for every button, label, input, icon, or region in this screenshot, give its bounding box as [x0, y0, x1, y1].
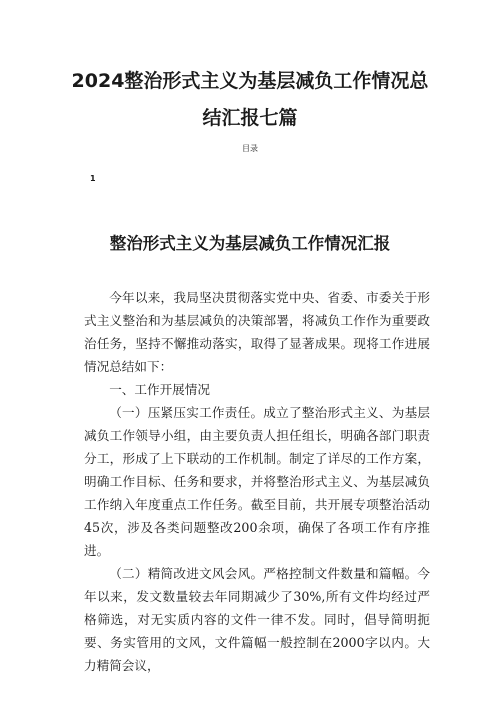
paragraph-intro: 今年以来，我局坚决贯彻落实党中央、省委、市委关于形式主义整治和为基层减负的决策部署，将减负工作作为重要政治任务，坚持不懈推动落实，取得了显著成果。现将工作进展情况总结如下：	[84, 290, 430, 374]
document-body	[84, 286, 430, 677]
section-title: 整治形式主义为基层减负工作情况汇报	[109, 234, 391, 253]
toc-entry-number: 1	[90, 174, 96, 183]
paragraph-responsibility: （一）压紧压实工作责任。成立了整治形式主义、为基层减负工作领导小组，由主要负责人担任组长，明确各部门职责分工，形成了上下联动的工作机制。制定了详尽的工作方案，明确工作目标、任务和要求，并将整治形式主义、为基层减负工作纳入年度重点工作任务。截至目前，共开展专项整治活动45次，涉及各类问题整改200余项，确保了各项工作有序推进。	[84, 405, 430, 558]
document-title-line-1: 2024整治形式主义为基层减负工作情况总	[71, 70, 429, 92]
paragraph-writing-style: （二）精简改进文风会风。严格控制文件数量和篇幅。今年以来，发文数量较去年同期减少了30%,所有文件均经过严格筛选，对无实质内容的文件一律不发。同时，倡导简明扼要、务实管用的文风，文件篇幅一般控制在2000字以内。大力精简会议，	[84, 566, 430, 673]
toc-label: 目录	[242, 144, 258, 153]
paragraph-heading-work-status: 一、工作开展情况	[109, 382, 210, 397]
document-title-line-2: 结汇报七篇	[202, 107, 298, 129]
